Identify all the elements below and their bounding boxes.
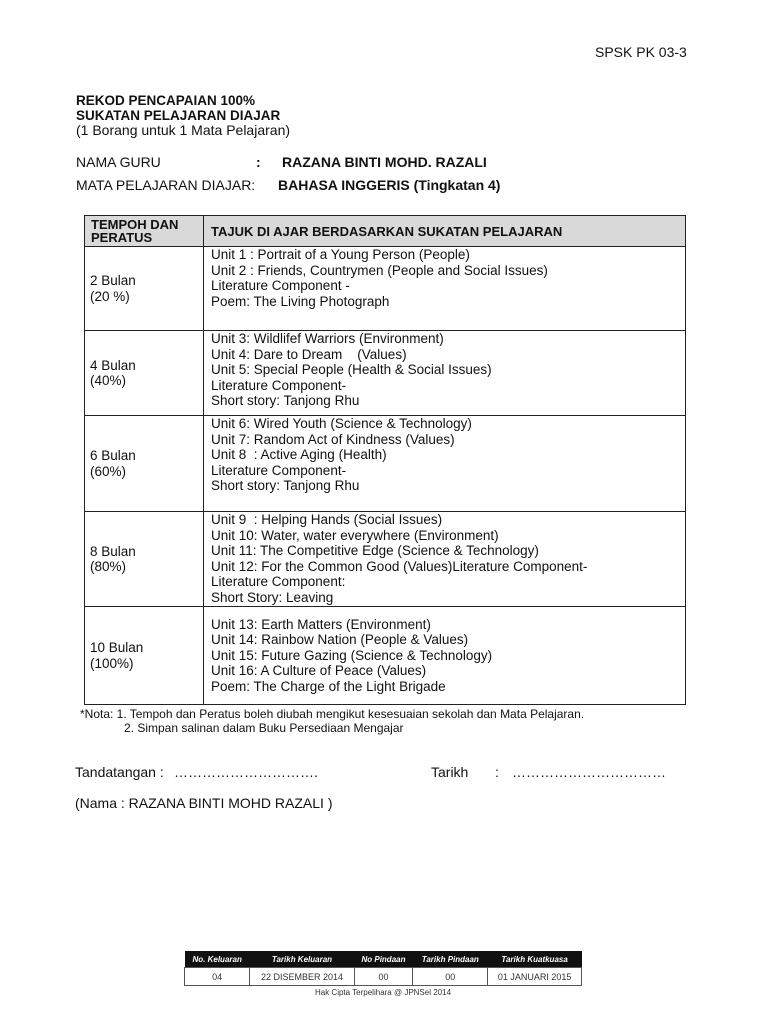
topic-line: Unit 15: Future Gazing (Science & Technology) (211, 647, 493, 663)
topic-line: Unit 9 : Helping Hands (Social Issues) (211, 512, 443, 527)
teacher-name: RAZANA BINTI MOHD. RAZALI (282, 154, 487, 170)
topic-line: Unit 16: A Culture of Peace (Values) (211, 663, 427, 679)
date-label: Tarikh (431, 764, 469, 780)
title-line-1: REKOD PENCAPAIAN 100% (76, 93, 256, 108)
percent-label: (60%) (90, 463, 127, 479)
topics-cell (204, 247, 686, 331)
topic-line: Literature Component- (211, 462, 347, 478)
percent-label: (40%) (90, 373, 127, 388)
topic-line: Literature Component- (211, 377, 347, 393)
copyright-notice: Hak Cipta Terpelihara @ JPNSel 2014 (314, 988, 452, 997)
syllabus-table (84, 215, 686, 705)
topics-cell (204, 512, 686, 607)
table-row (85, 331, 686, 416)
topic-line: Unit 14: Rainbow Nation (People & Values) (211, 632, 469, 648)
topic-line: Literature Component - (211, 278, 350, 293)
table-header-row (85, 216, 686, 247)
period-label: 8 Bulan (90, 543, 136, 559)
table-row (85, 512, 686, 607)
topics-cell (204, 416, 686, 512)
topic-line: Unit 6: Wired Youth (Science & Technology) (211, 416, 472, 431)
release-header-row (185, 951, 582, 968)
topic-line: Unit 7: Random Act of Kindness (Values) (211, 431, 455, 447)
topics-cell (204, 331, 686, 416)
release-info-table (184, 951, 582, 986)
teacher-colon: : (256, 154, 261, 170)
topic-line: Unit 12: For the Common Good (Values)Literature Component- (211, 558, 588, 574)
header-effective-date: Tarikh Kuatkuasa (488, 951, 582, 968)
teacher-label: NAMA GURU (76, 154, 161, 170)
title-line-3: (1 Borang untuk 1 Mata Pelajaran) (76, 122, 291, 138)
release-date: 22 DISEMBER 2014 (250, 968, 354, 986)
topic-line: Short story: Tanjong Rhu (211, 478, 360, 493)
subject-value: BAHASA INGGERIS (Tingkatan 4) (278, 177, 501, 193)
period-cell (85, 416, 204, 512)
header-release-no: No. Keluaran (185, 951, 250, 968)
subject-label: MATA PELAJARAN DIAJAR: (76, 177, 256, 193)
effective-date: 01 JANUARI 2015 (488, 968, 582, 986)
topic-line: Poem: The Charge of the Light Brigade (211, 678, 446, 694)
date-colon: : (495, 764, 499, 780)
note-line-1: *Nota: 1. Tempoh dan Peratus boleh diubah mengikut kesesuaian sekolah dan Mata Pelajaran. (80, 707, 585, 721)
table-row (85, 416, 686, 512)
topic-line: Unit 8 : Active Aging (Health) (211, 447, 387, 462)
topic-line: Literature Component: (211, 574, 346, 589)
header-amendment-date: Tarikh Pindaan (413, 951, 488, 968)
period-label: 2 Bulan (90, 273, 136, 288)
signature-dots: …………………………. (174, 764, 318, 780)
period-cell (85, 607, 204, 705)
percent-label: (80%) (90, 559, 127, 574)
table-row (85, 247, 686, 331)
release-value-row (185, 968, 582, 986)
document-code: SPSK PK 03-3 (595, 44, 687, 60)
topic-line: Unit 5: Special People (Health & Social Issues) (211, 362, 492, 377)
period-label: 10 Bulan (90, 640, 144, 655)
table-row (85, 607, 686, 705)
header-topics: TAJUK DI AJAR BERDASARKAN SUKATAN PELAJARAN (204, 216, 686, 247)
release-no: 04 (185, 968, 250, 986)
topic-line: Short Story: Leaving (211, 589, 334, 605)
topic-line: Unit 11: The Competitive Edge (Science & Technology) (211, 543, 539, 558)
percent-label: (100%) (90, 655, 134, 671)
amendment-no: 00 (354, 968, 413, 986)
signature-label: Tandatangan : (75, 764, 164, 780)
note-line-2: 2. Simpan salinan dalam Buku Persediaan Mengajar (124, 721, 404, 735)
period-cell (85, 247, 204, 331)
percent-label: (20 %) (90, 288, 130, 304)
topic-line: Short story: Tanjong Rhu (211, 393, 360, 408)
topic-line: Unit 3: Wildlifef Warriors (Environment) (211, 331, 444, 346)
topic-line: Unit 2 : Friends, Countrymen (People and Social Issues) (211, 262, 548, 278)
topic-line: Unit 13: Earth Matters (Environment) (211, 616, 431, 632)
title-line-2: SUKATAN PELAJARAN DIAJAR (76, 108, 281, 123)
header-period: TEMPOH DAN PERATUS (85, 216, 204, 247)
period-label: 4 Bulan (90, 357, 136, 373)
date-dots: …………………………… (512, 764, 666, 780)
name-line: (Nama : RAZANA BINTI MOHD RAZALI ) (75, 795, 333, 811)
topic-line: Unit 1 : Portrait of a Young Person (People) (211, 247, 470, 262)
period-cell (85, 331, 204, 416)
amendment-date: 00 (413, 968, 488, 986)
header-amendment-no: No Pindaan (354, 951, 413, 968)
header-release-date: Tarikh Keluaran (250, 951, 354, 968)
period-label: 6 Bulan (90, 448, 136, 463)
topic-line: Unit 4: Dare to Dream (Values) (211, 346, 407, 362)
topic-line: Poem: The Living Photograph (211, 293, 390, 309)
period-cell (85, 512, 204, 607)
topic-line: Unit 10: Water, water everywhere (Environment) (211, 527, 499, 543)
topics-cell (204, 607, 686, 705)
